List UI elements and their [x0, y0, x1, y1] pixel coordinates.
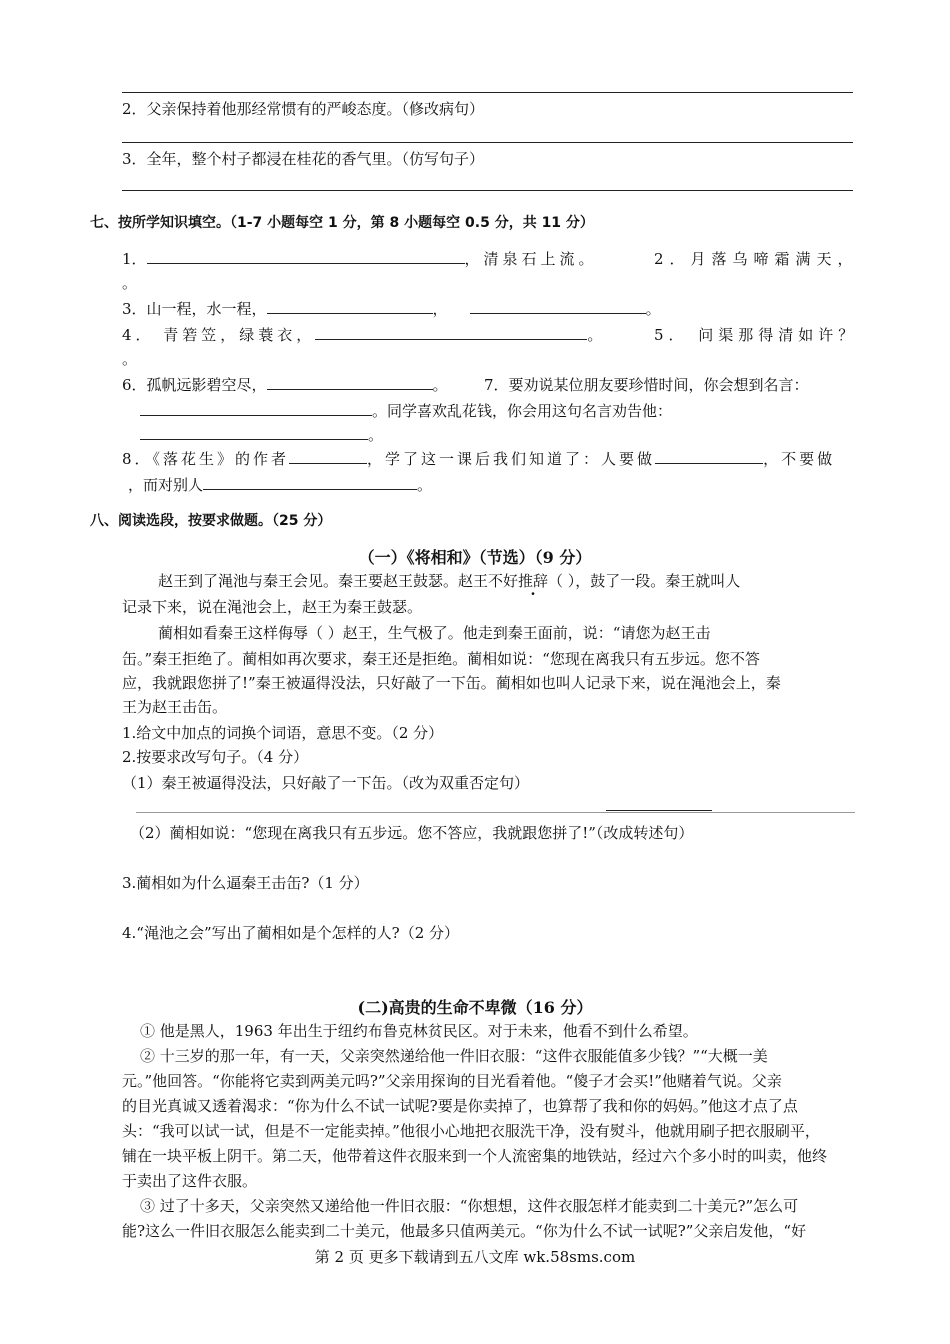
- question-8-3: 3.蔺相如为什么逼秦王击缶?（1 分）: [122, 874, 369, 892]
- article-para-3-l2: 能?这么一件旧衣服怎么能卖到二十美元，他最多只值两美元。“你为什么不试一试呢?”父亲启发他，“好: [122, 1222, 807, 1240]
- blank[interactable]: [289, 462, 367, 464]
- article-para-2-l3: 的目光真诚又透着渴求：“你为什么不试一试呢?要是你卖掉了，也算帮了我和你的妈妈。”他这才点了点: [122, 1097, 798, 1115]
- answer-line: [122, 142, 853, 143]
- fill-7-6: 6．孤帆远影碧空尽， 。: [122, 376, 448, 394]
- fill-7-1: 1． ，清泉石上流。: [122, 250, 598, 268]
- blank[interactable]: [267, 312, 433, 314]
- article-para-2-l6: 于卖出了这件衣服。: [122, 1172, 258, 1190]
- question-8-2: 2.按要求改写句子。（4 分）: [122, 748, 309, 766]
- fill-7-7: 7．要劝说某位朋友要珍惜时间，你会想到名言：: [484, 376, 809, 394]
- part2-title: (二)高贵的生命不卑微（16 分）: [357, 998, 593, 1017]
- question-8-2-1: （1）秦王被逼得没法，只好敲了一下缶。（改为双重否定句）: [122, 774, 530, 792]
- blank[interactable]: [140, 414, 372, 416]
- article-para-3-l1: ③ 过了十多天，父亲突然又递给他一件旧衣服：“你想想，这件衣服怎样才能卖到二十美元?”怎么可: [140, 1197, 799, 1215]
- page-footer: 第 2 页 更多下载请到五八文库 wk.58sms.com: [314, 1248, 636, 1266]
- period: 。: [122, 350, 138, 368]
- passage1-line1: 赵王到了渑池与秦王会见。秦王要赵王鼓瑟。赵王不好推辞（ ），鼓了一段。秦王就叫人: [158, 572, 741, 590]
- blank[interactable]: [140, 438, 368, 440]
- blank[interactable]: [147, 262, 465, 264]
- answer-line: [122, 190, 853, 191]
- fill-7-5: 5． 问渠那得清如许？: [654, 326, 859, 344]
- section-8-title: 八、阅读选段，按要求做题。（25 分）: [90, 513, 332, 529]
- passage2-line3: 应，我就跟您拼了!”秦王被逼得没法，只好敲了一下缶。蔺相如也叫人记录下来，说在渑池会上，秦: [122, 674, 781, 692]
- passage2-line4: 王为赵王击缶。: [122, 698, 228, 716]
- fill-7-7-line3: 。: [140, 424, 383, 445]
- fill-7-8-line2: ，而对别人 。: [128, 476, 433, 494]
- part1-title: （一）《将相和》（节选）（9 分）: [358, 548, 592, 567]
- article-para-2-l5: 铺在一块平板上阴干。第二天，他带着这件衣服来到一个人流密集的地铁站，经过六个多小时的叫卖，他终: [122, 1147, 828, 1165]
- section-7-title: 七、按所学知识填空。（1-7 小题每空 1 分，第 8 小题每空 0.5 分，共 11 分）: [90, 215, 594, 231]
- blank[interactable]: [470, 312, 646, 314]
- answer-line: [122, 92, 853, 93]
- period: 。: [122, 274, 138, 292]
- fill-7-7-line2: 。同学喜欢乱花钱，你会用这句名言劝告他：: [140, 400, 672, 421]
- dotted-word: 推辞: [518, 572, 549, 590]
- passage1-line2: 记录下来，说在渑池会上，赵王为秦王鼓瑟。: [122, 598, 423, 616]
- blank[interactable]: [315, 338, 587, 340]
- answer-line: [606, 810, 712, 811]
- passage2-line1: 蔺相如看秦王这样侮辱（ ）赵王，生气极了。他走到秦王面前，说：“请您为赵王击: [158, 624, 711, 642]
- article-para-2-l4: 头：“我可以试一试，但是不一定能卖掉。”他很小心地把衣服洗干净，没有熨斗，他就用刷子把衣服刷平，: [122, 1122, 820, 1140]
- answer-line: [136, 812, 855, 813]
- question-8-4: 4.“渑池之会”写出了蔺相如是个怎样的人?（2 分）: [122, 924, 460, 942]
- article-para-2-l2: 元。”他回答。“你能将它卖到两美元吗?”父亲用探询的目光看着他。“傻子才会买!”他赌着气说。父亲: [122, 1072, 782, 1090]
- fill-7-3: 3．山一程，水一程， ， 。: [122, 300, 661, 318]
- blank[interactable]: [655, 462, 763, 464]
- fill-7-4: 4． 青箬笠，绿蓑衣， 。: [122, 326, 603, 344]
- fill-7-2: 2．月落乌啼霜满天，: [654, 250, 859, 268]
- article-para-2-l1: ② 十三岁的那一年，有一天，父亲突然递给他一件旧衣服：“这件衣服能值多少钱？”“大概一美: [140, 1047, 768, 1065]
- blank[interactable]: [267, 388, 433, 390]
- question-8-1: 1.给文中加点的词换个词语，意思不变。（2 分）: [122, 724, 444, 742]
- blank[interactable]: [203, 488, 417, 490]
- article-para-1: ① 他是黑人，1963 年出生于纽约布鲁克林贫民区。对于未来，他看不到什么希望。: [140, 1022, 698, 1040]
- question-6-3: 3．全年，整个村子都浸在桂花的香气里。（仿写句子）: [122, 150, 485, 168]
- question-8-2-2: （2）蔺相如说：“您现在离我只有五步远。您不答应，我就跟您拼了!”（改成转述句）: [130, 824, 694, 842]
- fill-7-8: 8．《落花生》的作者 ，学了这一课后我们知道了：人要做 ，不要做: [122, 450, 836, 468]
- question-6-2: 2．父亲保持着他那经常惯有的严峻态度。（修改病句）: [122, 100, 485, 118]
- passage2-line2: 缶。”秦王拒绝了。蔺相如再次要求，秦王还是拒绝。蔺相如说：“您现在离我只有五步远。您不答: [122, 650, 760, 668]
